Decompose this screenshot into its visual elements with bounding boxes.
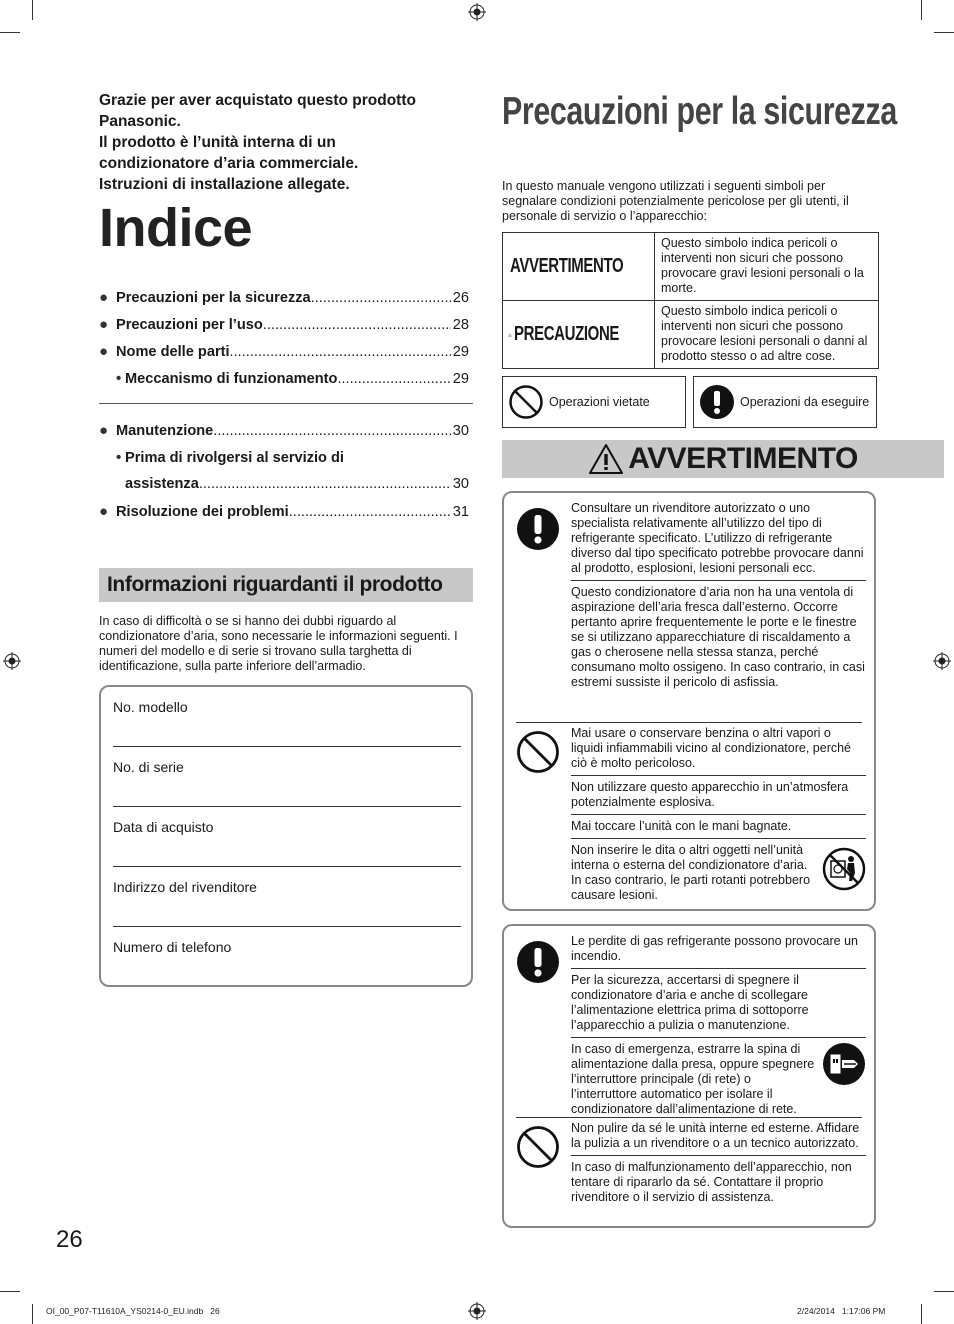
field-label: No. modello (113, 699, 188, 715)
warning-item: Non pulire da sé le unità interne ed esterne. Affidare la pulizia a un rivenditore o a un tecnico autorizzato. (571, 1121, 860, 1150)
warning-item (571, 838, 866, 907)
symbols-table (502, 232, 879, 369)
field-label: Numero di telefono (113, 939, 232, 955)
safety-intro: In questo manuale vengono utilizzati i seguenti simboli per segnalare condizioni potenzialmente pericolose per gli utenti, il personale di servizio o l’apparecchio: (502, 179, 849, 223)
prohibited-icon (508, 384, 544, 420)
product-info-form (99, 685, 473, 987)
toc-item[interactable] (99, 365, 469, 392)
toc-item[interactable] (99, 417, 469, 444)
prohibited-icon (516, 1125, 560, 1169)
mandatory-icon (516, 507, 560, 551)
toc-page: 29 (452, 344, 469, 360)
purchase-date-field[interactable] (113, 807, 461, 867)
group-separator (516, 1117, 862, 1118)
toc-page: 29 (452, 371, 469, 387)
toc-label: Precauzioni per la sicurezza (116, 290, 311, 306)
warning-item: Questo condizionatore d’aria non ha una ventola di aspirazione dell’aria fresca dall’esterno. Occorre pertanto aprire frequentemente le porte e le finestre se si utilizzano apparecchiature di riscaldamento a gas o cherosene nella stessa stanza, perché consumano molto ossigeno. In caso contrario, in casi estremi sussiste il pericolo di asfissia. (571, 580, 866, 694)
dealer-address-field[interactable] (113, 867, 461, 927)
toc-bullet: ● (99, 316, 109, 333)
toc-item[interactable] (99, 284, 469, 311)
warning-item: In caso di malfunzionamento dell’apparecchio, non tentare di ripararlo da sé. Contattare il proprio rivenditore o il servizio di assistenza. (571, 1155, 866, 1209)
toc-bullet: ● (99, 503, 109, 520)
warning-item-text: In caso di emergenza, estrarre la spina di alimentazione dalla presa, oppure spegnere l’interruttore principale (di rete) o l’interruttore automatico per isolare il condizionatore dall’alimentazione di rete. (571, 1042, 815, 1116)
toc-page: 26 (452, 290, 469, 306)
toc-item[interactable] (99, 338, 469, 365)
warning-box-2 (502, 924, 876, 1228)
index-title: Indice (99, 198, 253, 258)
prohibited-label: Operazioni vietate (549, 394, 650, 409)
warning-box-1 (502, 491, 876, 911)
field-label: Indirizzo del rivenditore (113, 879, 257, 895)
warning-item: Mai toccare l’unità con le mani bagnate. (571, 814, 866, 838)
mandatory-icon (699, 384, 735, 420)
toc-page: 31 (452, 504, 469, 520)
toc-page: 30 (452, 423, 469, 439)
symbol-desc: Questo simbolo indica pericoli o interventi non sicuri che possono provocare gravi lesioni personali o la morte. (661, 236, 864, 295)
warning-word: AVVERTIMENTO (510, 255, 624, 277)
toc-label: Nome delle parti (116, 344, 230, 360)
registration-mark-right (933, 652, 951, 670)
product-info-heading: Informazioni riguardanti il prodotto (99, 568, 473, 602)
page-number: 26 (56, 1226, 83, 1253)
mandatory-label: Operazioni da eseguire (740, 394, 870, 409)
intro-line: Panasonic. (99, 113, 181, 130)
toc-bullet: ● (99, 422, 109, 439)
mandatory-icon (516, 940, 560, 984)
warning-item: Per la sicurezza, accertarsi di spegnere il condizionatore d’aria e anche di scollegare l’alimentazione elettrica prima di sottoporre l’apparecchio a pulizia o manutenzione. (571, 968, 866, 1037)
serial-number-field[interactable] (113, 747, 461, 807)
toc-item[interactable] (99, 471, 469, 498)
intro-line: Il prodotto è l’unità interna di un (99, 134, 336, 151)
symbol-row-caution (503, 300, 878, 368)
no-fingers-fan-icon (822, 847, 866, 891)
warning-item (571, 1037, 866, 1121)
caution-word: PRECAUZIONE (513, 323, 619, 345)
phone-number-field[interactable] (113, 927, 461, 987)
warning-item-text: Non inserire le dita o altri oggetti nell’unità interna o esterna del condizionatore d’aria. In caso contrario, le parti rotanti potrebbero causare lesioni. (571, 843, 811, 902)
warning-triangle-icon (588, 443, 624, 475)
toc-item[interactable] (99, 444, 469, 471)
prohibited-icon (516, 730, 560, 774)
toc-bullet: • (116, 370, 122, 387)
toc-item[interactable] (99, 311, 469, 338)
toc-label: Manutenzione (116, 423, 214, 439)
product-info-text: In caso di difficoltà o se si hanno dei dubbi riguardo al condizionatore d’aria, sono necessarie le informazioni seguenti. I numeri del modello e di serie si trovano sulla targhetta di identificazione, sulla parte inferiore dell’armadio. (99, 614, 458, 673)
toc-bullet: • (116, 449, 122, 466)
registration-mark-bottom (468, 1302, 486, 1320)
toc-page: 30 (452, 476, 469, 492)
field-label: No. di serie (113, 759, 184, 775)
toc-label: Prima di rivolgersi al servizio di (125, 450, 344, 466)
field-label: Data di acquisto (113, 819, 214, 835)
intro-line: Grazie per aver acquistato questo prodotto (99, 92, 416, 109)
unplug-icon (822, 1042, 866, 1086)
intro-line: condizionatore d’aria commerciale. (99, 155, 359, 172)
toc-bullet: ● (99, 289, 109, 306)
toc-label: Risoluzione dei problemi (116, 504, 289, 520)
footer-date: 2/24/2014 1:17:06 PM (797, 1306, 886, 1316)
toc-page: 28 (452, 317, 469, 333)
table-of-contents (99, 284, 469, 525)
group-separator (516, 722, 862, 723)
warning-banner-text: AVVERTIMENTO (628, 442, 858, 475)
symbol-row-warning (503, 233, 878, 300)
warning-banner (502, 440, 944, 478)
symbol-desc: Questo simbolo indica pericoli o interventi non sicuri che possono provocare lesioni personali o danni al prodotto stesso o ad altre cose. (661, 304, 868, 363)
registration-mark-top (468, 3, 486, 21)
intro-line: Istruzioni di installazione allegate. (99, 176, 350, 193)
footer-file-info: OI_00_P07-T11610A_YS0214-0_EU.indb 26 (46, 1306, 220, 1316)
toc-label: Precauzioni per l’uso (116, 317, 263, 333)
warning-item: Le perdite di gas refrigerante possono provocare un incendio. (571, 934, 858, 963)
warning-item: Mai usare o conservare benzina o altri vapori o liquidi infiammabili vicino al condizionatore, perché ciò è molto pericoloso. (571, 726, 852, 770)
prohibited-operations-legend (502, 376, 686, 428)
toc-item[interactable] (99, 498, 469, 525)
mandatory-operations-legend (693, 376, 877, 428)
caution-triangle-icon (508, 320, 512, 350)
toc-label: Meccanismo di funzionamento (125, 371, 338, 387)
registration-mark-left (3, 652, 21, 670)
toc-divider (99, 403, 473, 404)
model-number-field[interactable] (113, 687, 461, 747)
toc-bullet: ● (99, 343, 109, 360)
warning-item: Non utilizzare questo apparecchio in un’atmosfera potenzialmente esplosiva. (571, 775, 866, 814)
intro-text (99, 90, 479, 195)
safety-title: Precauzioni per la sicurezza (502, 90, 897, 133)
warning-item: Consultare un rivenditore autorizzato o uno specialista relativamente all’utilizzo del tipo di refrigerante specificato. L’utilizzo di refrigerante diverso dal tipo specificato potrebbe provocare danni al prodotto, esplosioni, lesioni personali ecc. (571, 501, 864, 575)
toc-label: assistenza (125, 476, 199, 492)
